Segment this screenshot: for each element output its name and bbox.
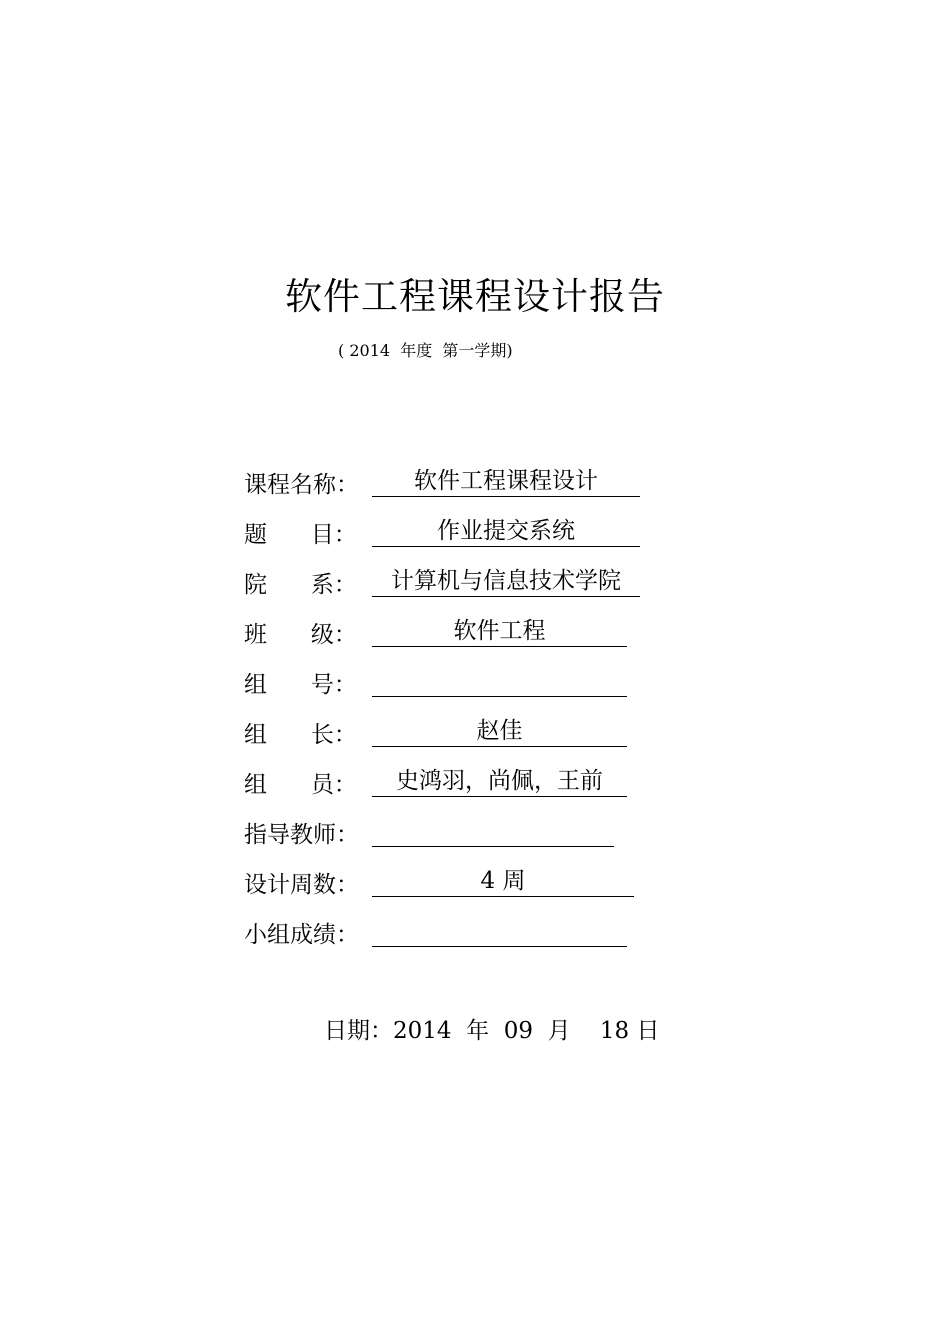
field-advisor <box>244 816 664 856</box>
field-value-underlined: 赵佳 <box>372 716 627 747</box>
field-label: 院 系： <box>244 572 357 598</box>
report-title: 软件工程课程设计报告 <box>285 275 665 318</box>
field-label: 组 长： <box>244 722 357 748</box>
semester-subtitle: ( 2014 年度 第一学期) <box>338 341 513 360</box>
field-group-grade <box>244 916 664 956</box>
field-value-underlined: 计算机与信息技术学院 <box>372 566 640 597</box>
field-group-number <box>244 666 664 706</box>
field-value-underlined: 软件工程 <box>372 616 627 647</box>
field-class <box>244 616 664 656</box>
field-topic <box>244 516 664 556</box>
field-value-underlined <box>372 816 614 847</box>
field-label: 组 号： <box>244 672 357 698</box>
field-value-underlined <box>372 666 627 697</box>
field-group-leader <box>244 716 664 756</box>
field-group-members <box>244 766 664 806</box>
field-label: 课程名称： <box>244 472 359 498</box>
field-label: 题 目： <box>244 522 357 548</box>
field-course-name <box>244 466 664 506</box>
field-value-underlined <box>372 916 627 947</box>
field-label: 设计周数： <box>244 872 359 898</box>
field-value-underlined: 作业提交系统 <box>372 516 640 547</box>
field-label: 小组成绩： <box>244 922 359 948</box>
report-date: 日期：2014 年 09 月 18 日 <box>324 1018 660 1044</box>
field-value-underlined: 软件工程课程设计 <box>372 466 640 497</box>
field-label: 组 员： <box>244 772 357 798</box>
field-value-underlined: 史鸿羽，尚佩，王前 <box>372 766 627 797</box>
field-label: 班 级： <box>244 622 357 648</box>
field-label: 指导教师： <box>244 822 359 848</box>
field-department <box>244 566 664 606</box>
field-design-weeks <box>244 866 664 906</box>
field-value-underlined: 4 周 <box>372 866 634 897</box>
